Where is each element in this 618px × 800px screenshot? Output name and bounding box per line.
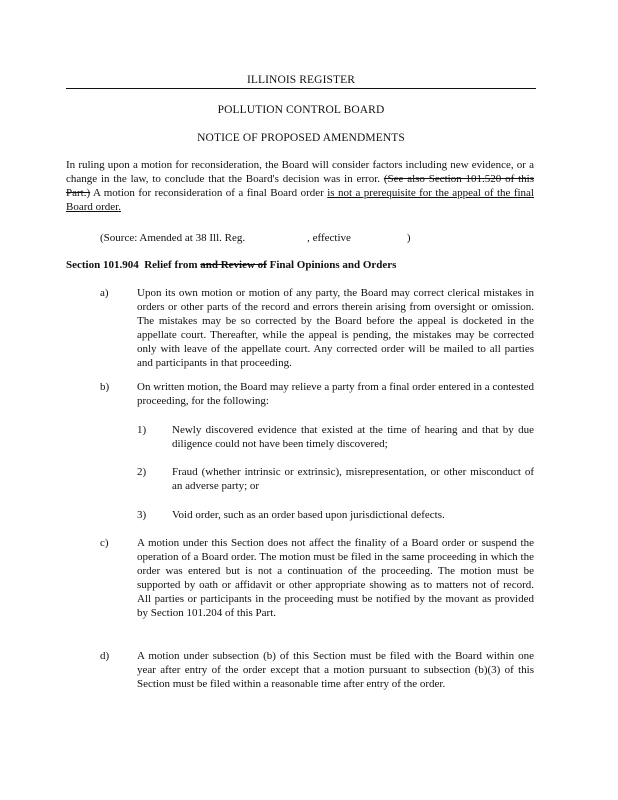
section-title-a: Relief from (144, 259, 201, 271)
paragraph-a-label: a) (100, 287, 109, 299)
notice-title: NOTICE OF PROPOSED AMENDMENTS (197, 132, 405, 144)
paragraph-b-label: b) (100, 381, 110, 393)
source-prefix: (Source: Amended at 38 Ill. Reg. (100, 232, 246, 244)
item-3-label: 3) (137, 509, 147, 521)
item-1-label: 1) (137, 424, 147, 436)
paragraph-c-label: c) (100, 537, 109, 549)
section-heading (66, 258, 534, 272)
paragraph-d-label: d) (100, 650, 110, 662)
item-2-text: Fraud (whether intrinsic or extrinsic), misrepresentation, or other misconduct of an adverse party; or (172, 466, 534, 492)
intro-text-b: A motion for reconsideration of a final Board order (90, 187, 328, 199)
paragraph-a-text: Upon its own motion or motion of any party, the Board may correct clerical mistakes in orders or other parts of the record and errors therein arising from oversight or omission. The mistakes may be so corrected by the Board before the appeal is docketed in the appellate court. Thereafter, while the appeal is pending, the mistakes may be corrected only with leave of the appellate court. Any corrected order will be mailed to all parties and participants in that proceeding. (137, 287, 534, 369)
intro-struck-text: (See also Section 101.520 of this Part.) (66, 173, 534, 199)
header-rule (66, 88, 536, 89)
intro-text-a: In ruling upon a motion for reconsideration, the Board will consider factors including new evidence, or a change in the law, to conclude that the Board's decision was in error. (66, 159, 534, 185)
intro-underlined-period: . (118, 201, 121, 213)
intro-underlined-text: is not a prerequisite for the appeal of the final Board order (66, 187, 534, 213)
section-number: Section 101.904 (66, 259, 139, 271)
paragraph-d-text: A motion under subsection (b) of this Section must be filed with the Board within one year after entry of the order except that a motion pursuant to subsection (b)(3) of this Section must be filed within a reasonable time after entry of the order. (137, 650, 534, 690)
source-middle: , effective (307, 232, 351, 244)
source-suffix: ) (406, 232, 411, 244)
intro-paragraph (66, 158, 534, 214)
paragraph-c-text: A motion under this Section does not affect the finality of a Board order or suspend the operation of a Board order. The motion must be filed in the same proceeding in which the order was entered but is not a continuation of the proceeding. The motion must be supported by oath or affidavit or other appropriate showing as to matters not of record. All parties or participants in the proceeding must be notified by the movant as provided by Section 101.204 of this Part. (137, 537, 534, 619)
agency-title: POLLUTION CONTROL BOARD (217, 104, 385, 116)
register-title: ILLINOIS REGISTER (246, 74, 356, 86)
item-3-text: Void order, such as an order based upon jurisdictional defects. (172, 509, 445, 521)
item-2-label: 2) (137, 466, 147, 478)
section-title-b: Final Opinions and Orders (266, 259, 397, 271)
section-title-struck: and Review of (200, 259, 267, 271)
source-note (100, 231, 430, 245)
item-1-text: Newly discovered evidence that existed at the time of hearing and that by due diligence could not have been timely discovered; (172, 424, 534, 450)
paragraph-b-text: On written motion, the Board may relieve a party from a final order entered in a contested proceeding, for the following: (137, 381, 534, 407)
